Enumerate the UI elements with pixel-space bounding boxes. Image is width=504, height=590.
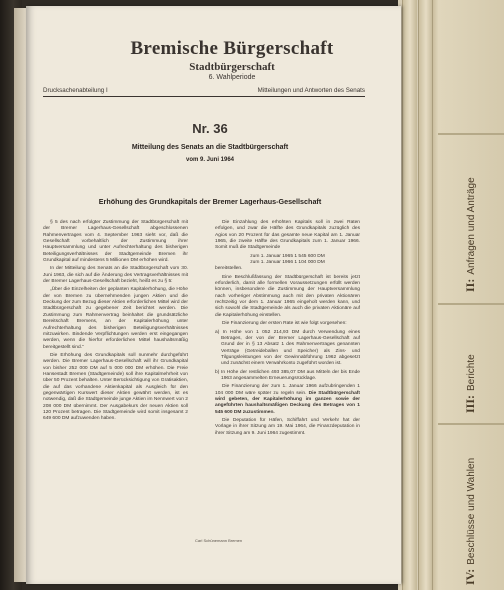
list-item-b: b) In Höhe der restlichen 493 385,07 DM aus Mitteln der bis Ende 1963 angesammelten Erneuerungsrücklage. [215, 369, 360, 381]
tab-anfragen[interactable] [463, 177, 478, 292]
paragraph: Die Deputation für Häfen, Schiffahrt und Verkehr hat der Vorlage in ihrer Sitzung am 19. Mai 1964, die Finanzdeputation in ihrer Sitzung am 9. Juni 1964 zugestimmt. [215, 417, 360, 436]
paragraph: bereitstellen. [215, 266, 243, 272]
tab-number: IV: [463, 568, 477, 585]
list-item-a: a) In Höhe von 1 052 214,93 DM durch Verwendung eines Betrages, der von der Bremer Lagerhaus-Gesellschaft auf Grund der in § 13 Absatz 1 des Rahmenvertrages genannten Verträge (Getreideballen und Speicher) als Zins- und Tilgungsleistungen von der Gewinnabführung 1962 abgesetzt und zunächst einem Verwahrkonto zugeführt worden ist. [215, 329, 360, 367]
document-number: Nr. 36 [192, 121, 228, 136]
paragraph [215, 384, 360, 416]
tab-number: III: [463, 394, 477, 413]
printer-imprint: Carl Schünemann Bremen [195, 538, 243, 543]
document-subject: Erhöhung des Grundkapitals der Bremer Lagerhaus-Gesellschaft [98, 197, 322, 206]
paragraph: § 5 des nach erfolgter Zustimmung der Stadtbürgerschaft mit der Bremer Lagerhaus-Gesellschaft abgeschlossenen Rahmenvertrages vom 4. September 1963 sieht vor, daß die Gesellschaft vorbehaltlich der Zustimmung ihrer Hauptversammlung und unter Aufrechterhaltung des bisherigen Beteiligungsverhältnisses der Stadtgemeinde Bremen ihr Grundkapital auf mindestens 5 Millionen DM erhöhen wird. [43, 220, 188, 264]
chamber-title: Stadtbürgerschaft [189, 61, 275, 73]
payment-line: zum 1. Januar 1966 1 104 000 DM [250, 260, 325, 266]
tab-divider [438, 133, 504, 135]
right-column [215, 220, 360, 439]
parliament-title: Bremische Bürgerschaft [130, 38, 334, 59]
tab-label: Berichte [466, 354, 477, 391]
paragraph: Die Finanzierung der ersten Rate ist wie folgt vorgesehen: [222, 321, 347, 327]
masthead [92, 38, 372, 81]
document-title: Mitteilung des Senats an die Stadtbürgerschaft [131, 144, 289, 151]
paragraph: Die Erhöhung des Grundkapitals soll nunmehr durchgeführt werden. Die Bremer Lagerhaus-Gesellschaft will ihr Grundkapital von bisher 252 000 DM auf 5 000 000 DM erhöhen. Die Freie Hansestadt Bremen (Stadtgemeinde) soll ihre Kapitalmehrheit von über 50 Prozent behalten. Unter Berücksichtigung von Gratisaktien, die auf das vorhandene Aktienkapital als Ausgleich für den gegenwärtigen Kurswert dieser Aktien gewährt werden, ist es notwendig, daß die Stadtgemeinde junge Aktien im Nennwert von 2 208 000 DM übernimmt. Der Ausgabekurs der neuen Aktien soll 120 Prozent betragen. Die Stadtgemeinde wird somit insgesamt 2 649 600 DM aufzuwenden haben. [43, 352, 188, 422]
tab-beschluesse[interactable] [463, 458, 478, 585]
department-label: Drucksachenabteilung I [43, 87, 108, 94]
paragraph: In der Mitteilung des Senats an die Stadtbürgerschaft vom 30. Juni 1963, die sich auf die Änderung des Vertragsverhältnisses mit der Bremer Lagerhaus-Gesellschaft bezieht, heißt es zu § 5: [43, 266, 188, 285]
financing-note: Die Finanzierung der zum 1. Januar 1966 aufzubringenden 1 104 000 DM wäre später zu regeln sein. [215, 384, 360, 396]
paragraph: Eine Beschlußfassung der Stadtbürgerschaft ist bereits jetzt erforderlich, damit alle formellen Voraussetzungen erfüllt werden können, insbesondere die Zustimmung der Hauptversammlung nach vorheriger Abstimmung auch mit den privaten Aktionären rechtzeitig vor dem 1. Januar 1965 eingeholt werden kann, und sich sowohl die Stadtgemeinde als auch die privaten Aktionäre auf die Kapitalerhöhung einstellen. [215, 274, 360, 318]
tab-label: Beschlüsse und Wahlen [466, 457, 477, 565]
tab-divider [438, 423, 504, 425]
tab-divider [438, 303, 504, 305]
resolution-request: Die Stadtbürgerschaft wird gebeten, der Kapitalerhöhung im ganzen sowie der angeführten haushaltsmäßigen Deckung des Betrages von 1 545 600 DM zuzustimmen. [215, 390, 360, 415]
document-date: vom 9. Juni 1964 [185, 157, 235, 163]
election-period: 6. Wahlperiode [208, 74, 256, 81]
paragraph: Die Einzahlung des erhöhten Kapitals soll in zwei Raten erfolgen, und zwar die Hälfte des Grundkapitals zuzüglich des Agios von 20 Prozent für das gesamte neue Kapital am 1. Januar 1965, die zweite Hälfte des Grundkapitals zum 1. Januar 1966. Somit muß die Stadtgemeinde [215, 220, 360, 251]
tab-number: II: [463, 278, 477, 292]
left-column [43, 220, 188, 425]
tab-berichte[interactable] [463, 354, 478, 413]
payment-line: zum 1. Januar 1965 1 545 600 DM [250, 253, 325, 259]
tab-strip [418, 0, 433, 590]
series-label: Mitteilungen und Antworten des Senats [257, 87, 365, 94]
tab-strip [402, 0, 417, 590]
quote-paragraph: „Über die Einzelheiten der geplanten Kapitalerhöhung, die Höhe der von Bremen zu übernehmenden jungen Aktien und die Deckung der zum Bezug dieser Aktien erforderlichen Mittel wird der Stadtbürgerschaft zu gegebener Zeit berichtet werden. Die Zustimmung zum Rahmenvertrag beinhaltet die grundsätzliche Bereitschaft Bremens, an der Kapitalerhöhung unter Aufrechterhaltung des bisherigen Beteiligungsverhältnisses mitzuwirken. Bindende Verpflichtungen werden erst eingegangen werden, wenn die hierfür erforderlichen Mittel haushaltsmäßig bereitgestellt sind.“ [43, 287, 188, 350]
meta-line [43, 87, 365, 97]
tab-label: Anfragen und Anträge [466, 177, 477, 275]
